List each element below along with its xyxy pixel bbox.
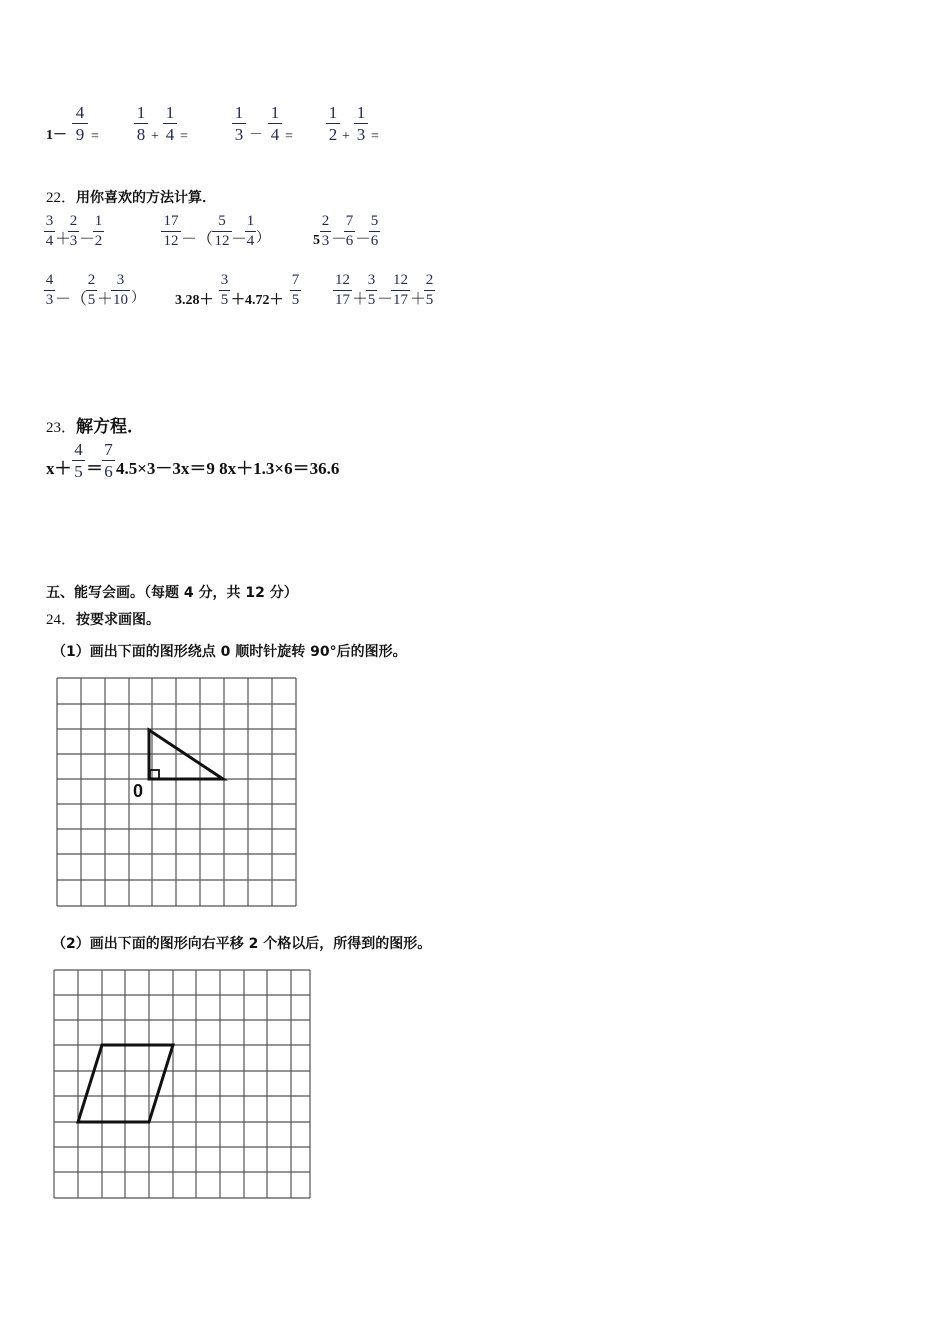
fraction [366, 273, 377, 308]
denominator: 10 [113, 292, 128, 308]
numerator: 2 [87, 272, 96, 288]
numerator: 1 [356, 103, 366, 122]
question-23-heading [46, 412, 144, 437]
question-number: 23． [46, 420, 77, 436]
plus: + [151, 129, 159, 144]
numerator: 3 [367, 272, 376, 288]
fraction-bar [212, 231, 232, 232]
point-o-label: 0 [133, 781, 144, 801]
operator: ＋4.72＋ [231, 293, 284, 308]
numerator: 1 [328, 103, 338, 122]
denominator: 12 [163, 233, 179, 249]
denominator: 3 [45, 292, 54, 308]
fraction-bar [93, 231, 104, 232]
denominator: 3 [356, 125, 366, 144]
fraction [111, 273, 130, 308]
denominator: 6 [370, 233, 379, 249]
minus: － [249, 128, 263, 143]
fraction [72, 441, 85, 480]
question-24-part1: （1）画出下面的图形绕点 0 顺时针旋转 90°后的图形。 [52, 644, 407, 660]
fraction-bar [333, 290, 352, 291]
numerator: 1 [136, 103, 146, 122]
fraction-bar [134, 123, 148, 124]
fraction [163, 104, 177, 143]
fraction [391, 273, 410, 308]
fraction-bar [245, 231, 256, 232]
denominator: 3 [234, 125, 244, 144]
fraction [72, 104, 88, 143]
numerator: 1 [270, 103, 280, 122]
fraction-bar [163, 123, 177, 124]
fraction-bar [72, 123, 88, 124]
fraction [102, 441, 115, 480]
fraction-bar [369, 231, 380, 232]
equation-lead: x＋ [46, 459, 72, 478]
section-5-title: 五、能写会画。（每题 4 分，共 12 分） [46, 585, 298, 601]
numerator: 7 [345, 213, 354, 229]
plus: ＋ [55, 231, 72, 248]
fraction [326, 104, 340, 143]
expr-lead: 1－ [46, 128, 67, 143]
fraction [290, 273, 301, 308]
denominator: 17 [335, 292, 350, 308]
fraction-bar [44, 290, 55, 291]
equals: = [371, 129, 379, 144]
denominator: 4 [165, 125, 175, 144]
fraction [424, 273, 435, 308]
denominator: 12 [214, 233, 230, 249]
plus: ＋ [352, 291, 369, 308]
equals: = [91, 129, 99, 144]
fraction-bar [111, 290, 130, 291]
fraction [68, 214, 79, 249]
fraction-bar [320, 231, 331, 232]
equations-text: 4.5×3－3x＝9 8x＋1.3×6＝36.6 [116, 459, 340, 478]
denominator: 4 [246, 233, 255, 249]
fraction [333, 273, 352, 308]
fraction [232, 104, 246, 143]
fraction-bar [344, 231, 355, 232]
close-paren: ） [256, 231, 270, 246]
question-number: 22． [46, 190, 77, 206]
denominator: 5 [87, 292, 96, 308]
minus: － [331, 231, 348, 248]
fraction-bar [219, 290, 230, 291]
denominator: 2 [94, 233, 103, 249]
fraction-bar [72, 460, 85, 461]
question-24-part2: （2）画出下面的图形向右平移 2 个格以后，所得到的图形。 [52, 936, 432, 952]
denominator: 5 [74, 462, 83, 481]
fraction-bar [326, 123, 340, 124]
numerator: 3 [220, 272, 229, 288]
numerator: 7 [291, 272, 300, 288]
denominator: 3 [321, 233, 330, 249]
denominator: 5 [425, 292, 434, 308]
equals: ＝ [86, 459, 103, 478]
plus: ＋ [97, 291, 114, 308]
numerator: 5 [218, 213, 226, 229]
denominator: 2 [328, 125, 338, 144]
plus: + [342, 129, 350, 144]
fraction [93, 214, 104, 249]
denominator: 17 [393, 292, 408, 308]
equals: = [285, 129, 293, 144]
question-title: 按要求画图。 [76, 612, 161, 628]
numerator: 7 [104, 440, 113, 459]
numerator: 4 [74, 440, 83, 459]
expr-lead: 3.28＋ [175, 293, 214, 308]
fraction-bar [366, 290, 377, 291]
translation-grid [48, 962, 316, 1202]
denominator: 3 [69, 233, 78, 249]
fraction-bar [391, 290, 410, 291]
fraction [369, 214, 380, 249]
fraction [44, 273, 55, 308]
fraction-bar [354, 123, 368, 124]
question-24-heading [46, 608, 160, 629]
fraction-bar [290, 290, 301, 291]
whole-number: 5 [313, 233, 320, 248]
minus: － [377, 291, 394, 308]
numerator: 2 [321, 213, 330, 229]
fraction [161, 214, 181, 249]
denominator: 5 [367, 292, 376, 308]
fraction-bar [161, 231, 181, 232]
denominator: 6 [104, 462, 113, 481]
denominator: 4 [270, 125, 280, 144]
fraction-bar [44, 231, 55, 232]
question-number: 24． [46, 612, 77, 628]
numerator: 1 [246, 213, 255, 229]
numerator: 17 [163, 213, 179, 229]
denominator: 5 [220, 292, 229, 308]
numerator: 2 [69, 213, 78, 229]
numerator: 3 [116, 272, 125, 288]
numerator: 4 [75, 103, 85, 122]
numerator: 4 [45, 272, 54, 288]
fraction [354, 104, 368, 143]
operator: －（ [55, 291, 88, 308]
numerator: 12 [335, 272, 350, 288]
fraction [268, 104, 282, 143]
fraction [86, 273, 97, 308]
numerator: 1 [234, 103, 244, 122]
fraction [44, 214, 55, 249]
numerator: 2 [425, 272, 434, 288]
denominator: 5 [291, 292, 300, 308]
fraction-bar [232, 123, 246, 124]
question-title: 解方程． [76, 417, 145, 437]
plus: ＋ [410, 291, 427, 308]
fraction [212, 214, 232, 249]
minus: － [79, 231, 96, 248]
rotation-grid [50, 672, 302, 912]
question-title: 用你喜欢的方法计算． [76, 190, 217, 206]
equals: = [180, 129, 188, 144]
minus: － [231, 231, 248, 248]
numerator: 1 [165, 103, 175, 122]
fraction-bar [86, 290, 97, 291]
denominator: 9 [75, 125, 85, 144]
close-paren: ） [131, 291, 145, 306]
denominator: 8 [136, 125, 146, 144]
fraction [219, 273, 230, 308]
fraction [134, 104, 148, 143]
fraction [320, 214, 331, 249]
numerator: 1 [94, 213, 103, 229]
denominator: 6 [345, 233, 354, 249]
fraction-bar [102, 460, 115, 461]
fraction-bar [424, 290, 435, 291]
fraction [344, 214, 355, 249]
question-22-heading [46, 186, 216, 207]
operator: －（ [181, 231, 214, 248]
numerator: 12 [393, 272, 408, 288]
minus: － [355, 231, 372, 248]
fraction-bar [268, 123, 282, 124]
denominator: 4 [45, 233, 54, 249]
numerator: 3 [45, 213, 54, 229]
fraction-bar [68, 231, 79, 232]
numerator: 5 [370, 213, 379, 229]
fraction [245, 214, 256, 249]
